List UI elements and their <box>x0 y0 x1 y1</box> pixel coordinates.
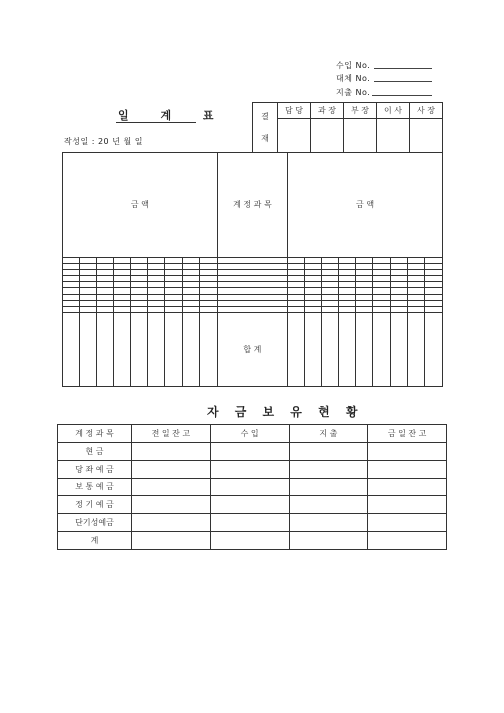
expense-number-field[interactable] <box>372 95 432 96</box>
income-number-field[interactable] <box>374 68 432 69</box>
funds-row-label: 보 통 예 금 <box>58 478 132 496</box>
date-line: 작성일 : 20 년 월 일 <box>64 137 143 146</box>
ledger-grid <box>62 152 443 387</box>
approver-dept-head: 부 장 <box>344 103 377 119</box>
funds-cell[interactable] <box>210 442 289 460</box>
approver-president: 사 장 <box>410 103 443 119</box>
amount-left-digit-cell[interactable] <box>199 313 217 387</box>
funds-cell[interactable] <box>368 442 447 460</box>
funds-row-label: 현 금 <box>58 442 132 460</box>
amount-left-digit-cell[interactable] <box>182 313 199 387</box>
funds-cell[interactable] <box>210 478 289 496</box>
amount-left-digit-cell[interactable] <box>63 313 80 387</box>
funds-cell[interactable] <box>289 496 368 514</box>
funds-cell[interactable] <box>132 460 211 478</box>
funds-cell[interactable] <box>368 496 447 514</box>
amount-right-digit-cell[interactable] <box>339 313 356 387</box>
funds-row-label: 정 기 예 금 <box>58 496 132 514</box>
funds-cell[interactable] <box>132 478 211 496</box>
ledger-title: 일 계 표 <box>118 109 228 122</box>
funds-cell[interactable] <box>132 496 211 514</box>
funds-header-account: 계 정 과 목 <box>58 425 132 443</box>
approver-section-chief: 과 장 <box>311 103 344 119</box>
funds-cell[interactable] <box>210 514 289 532</box>
funds-cell[interactable] <box>368 514 447 532</box>
funds-cell[interactable] <box>368 532 447 550</box>
approval-table <box>252 102 443 153</box>
amount-left-header: 금 액 <box>63 153 218 258</box>
signature-box[interactable] <box>410 119 443 153</box>
amount-left-digit-cell[interactable] <box>131 313 148 387</box>
title-underline <box>116 122 196 123</box>
funds-cell[interactable] <box>210 460 289 478</box>
funds-cell[interactable] <box>132 532 211 550</box>
amount-right-digit-cell[interactable] <box>424 313 442 387</box>
amount-left-digit-cell[interactable] <box>97 313 114 387</box>
funds-row-label: 계 <box>58 532 132 550</box>
amount-left-digit-cell[interactable] <box>148 313 165 387</box>
amount-right-digit-cell[interactable] <box>356 313 373 387</box>
amount-right-header: 금 액 <box>288 153 443 258</box>
amount-left-digit-cell[interactable] <box>114 313 131 387</box>
funds-cell[interactable] <box>368 478 447 496</box>
amount-right-digit-cell[interactable] <box>390 313 407 387</box>
funds-cell[interactable] <box>210 496 289 514</box>
approval-label-bottom: 재 <box>261 133 269 143</box>
funds-row-label: 당 좌 예 금 <box>58 460 132 478</box>
funds-cell[interactable] <box>289 532 368 550</box>
amount-right-digit-cell[interactable] <box>305 313 322 387</box>
funds-header-prev-balance: 전 일 잔 고 <box>132 425 211 443</box>
signature-box[interactable] <box>377 119 410 153</box>
funds-cell[interactable] <box>132 514 211 532</box>
amount-right-digit-cell[interactable] <box>373 313 390 387</box>
signature-box[interactable] <box>344 119 377 153</box>
total-label: 합 계 <box>217 313 287 387</box>
expense-number-label: 지출 No. <box>336 88 371 97</box>
transfer-number-field[interactable] <box>374 81 432 82</box>
funds-cell[interactable] <box>132 442 211 460</box>
funds-cell[interactable] <box>368 460 447 478</box>
approver-director: 이 사 <box>377 103 410 119</box>
funds-header-today-balance: 금 일 잔 고 <box>368 425 447 443</box>
amount-right-digit-cell[interactable] <box>322 313 339 387</box>
income-number-label: 수입 No. <box>336 61 371 70</box>
funds-cell[interactable] <box>210 532 289 550</box>
account-header: 계 정 과 목 <box>217 153 287 258</box>
funds-cell[interactable] <box>289 442 368 460</box>
funds-header-income: 수 입 <box>210 425 289 443</box>
amount-right-digit-cell[interactable] <box>288 313 305 387</box>
funds-title: 자 금 보 유 현 황 <box>207 405 364 419</box>
funds-table <box>57 424 447 550</box>
funds-cell[interactable] <box>289 514 368 532</box>
amount-left-digit-cell[interactable] <box>165 313 182 387</box>
ledger-total-row <box>63 313 443 387</box>
approval-label-cell <box>253 103 278 153</box>
funds-header-expense: 지 출 <box>289 425 368 443</box>
signature-box[interactable] <box>278 119 311 153</box>
amount-right-digit-cell[interactable] <box>407 313 424 387</box>
approver-staff: 담 당 <box>278 103 311 119</box>
funds-row-label: 단기성예금 <box>58 514 132 532</box>
signature-box[interactable] <box>311 119 344 153</box>
approval-label-top: 결 <box>261 111 269 121</box>
transfer-number-label: 대체 No. <box>336 74 371 83</box>
amount-left-digit-cell[interactable] <box>80 313 97 387</box>
funds-cell[interactable] <box>289 460 368 478</box>
funds-cell[interactable] <box>289 478 368 496</box>
